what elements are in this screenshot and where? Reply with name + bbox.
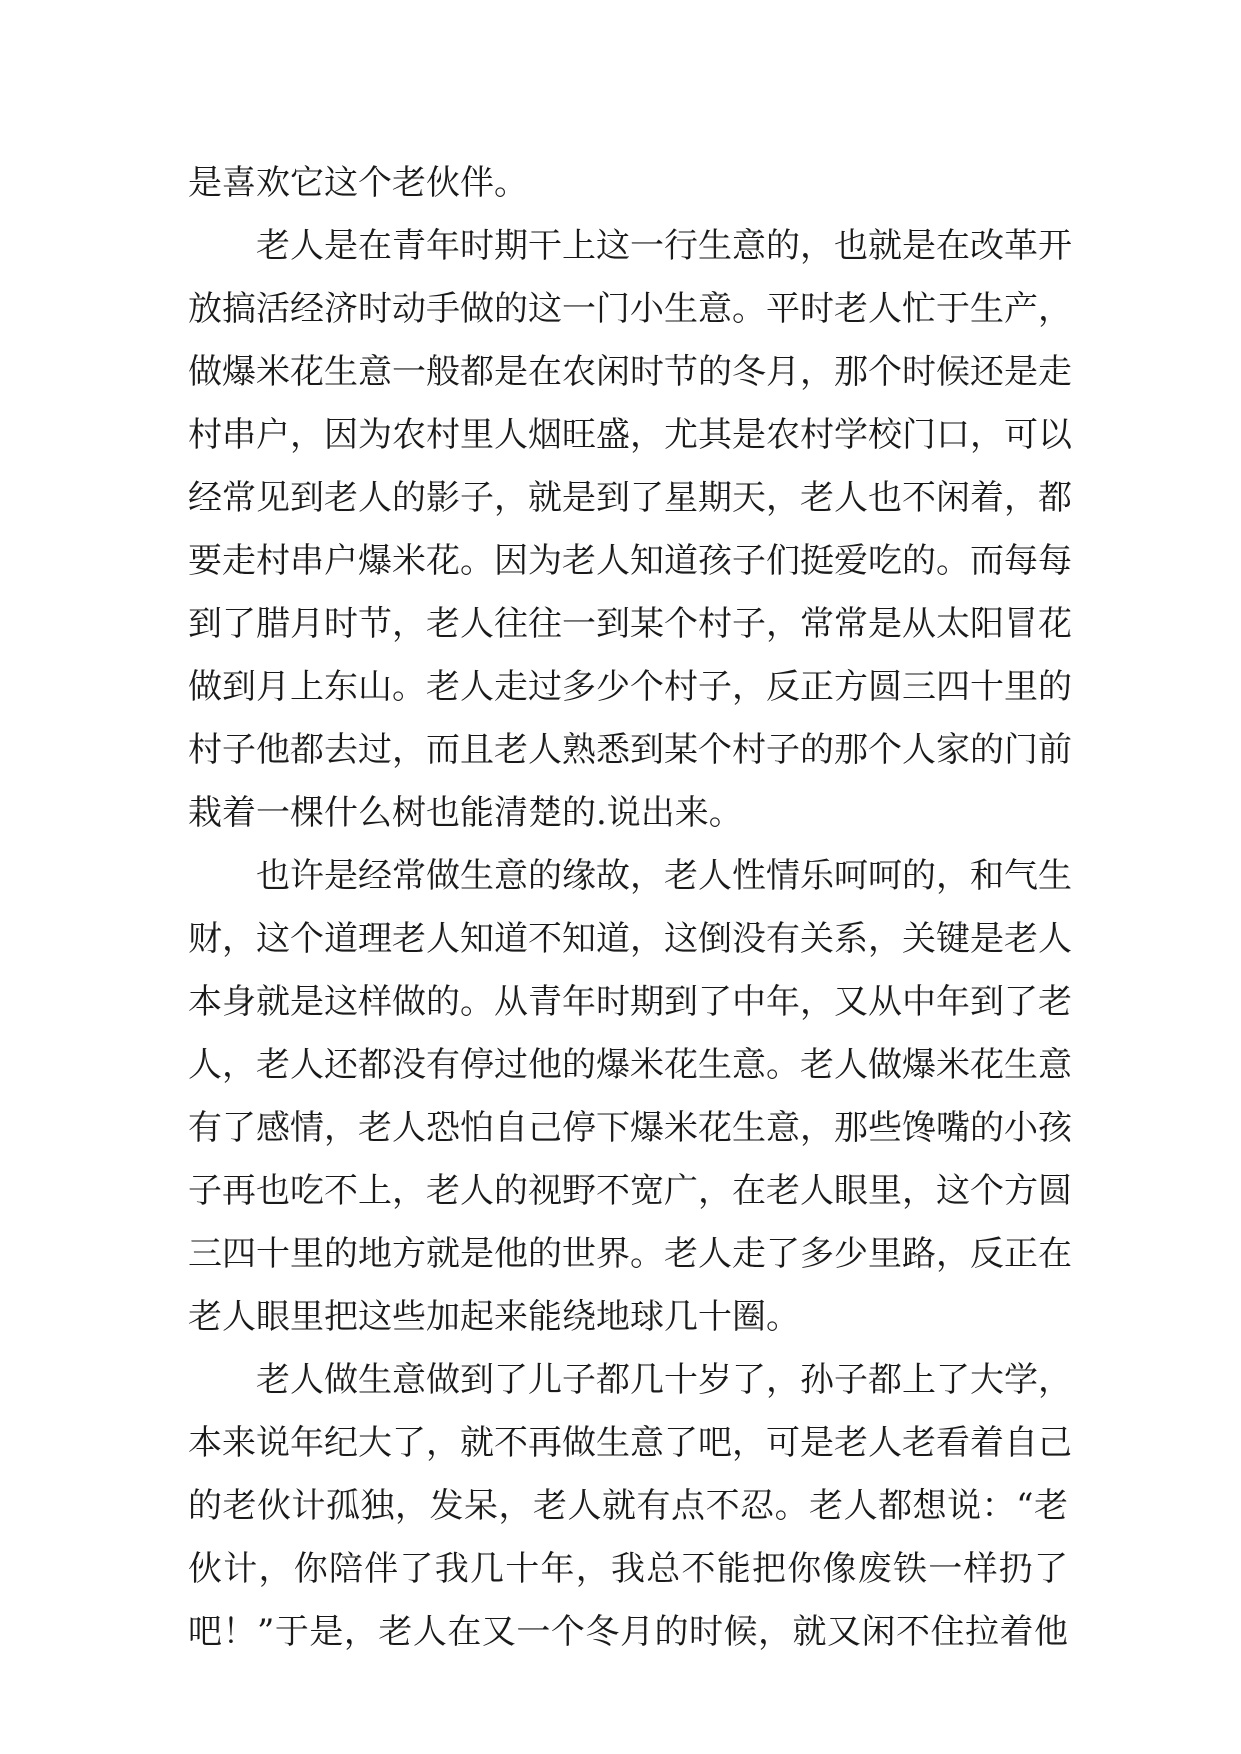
- text-line: 吧！”于是，老人在又一个冬月的时候，就又闲不住拉着他: [188, 1612, 1068, 1652]
- text-line: 村串户，因为农村里人烟旺盛，尤其是农村学校门口，可以: [188, 415, 1072, 455]
- text-line: 要走村串户爆米花。因为老人知道孩子们挺爱吃的。而每每: [188, 541, 1072, 581]
- text-line: 做到月上东山。老人走过多少个村子，反正方圆三四十里的: [188, 667, 1072, 707]
- text-line: 经常见到老人的影子，就是到了星期天，老人也不闲着，都: [188, 478, 1072, 518]
- text-line: 老人眼里把这些加起来能绕地球几十圈。: [188, 1297, 800, 1337]
- text-line: 三四十里的地方就是他的世界。老人走了多少里路，反正在: [188, 1234, 1072, 1274]
- text-line: 栽着一棵什么树也能清楚的.说出来。: [188, 793, 743, 833]
- text-line: 本身就是这样做的。从青年时期到了中年，又从中年到了老: [188, 982, 1072, 1022]
- body-text: [188, 152, 1072, 1664]
- text-line: 是喜欢它这个老伙伴。: [188, 163, 528, 203]
- text-line: 伙计，你陪伴了我几十年，我总不能把你像废铁一样扔了: [188, 1549, 1068, 1589]
- text-line: 子再也吃不上，老人的视野不宽广，在老人眼里，这个方圆: [188, 1171, 1072, 1211]
- text-line: 老人做生意做到了儿子都几十岁了，孙子都上了大学，: [256, 1360, 1072, 1400]
- text-line: 也许是经常做生意的缘故，老人性情乐呵呵的，和气生: [256, 856, 1072, 896]
- text-line: 放搞活经济时动手做的这一门小生意。平时老人忙于生产，: [188, 289, 1072, 329]
- text-line: 本来说年纪大了，就不再做生意了吧，可是老人老看着自己: [188, 1423, 1072, 1463]
- text-line: 到了腊月时节，老人往往一到某个村子，常常是从太阳冒花: [188, 604, 1072, 644]
- text-line: 的老伙计孤独，发呆，老人就有点不忍。老人都想说：“老: [188, 1486, 1068, 1526]
- text-line: 做爆米花生意一般都是在农闲时节的冬月，那个时候还是走: [188, 352, 1072, 392]
- text-line: 村子他都去过，而且老人熟悉到某个村子的那个人家的门前: [188, 730, 1072, 770]
- text-line: 财，这个道理老人知道不知道，这倒没有关系，关键是老人: [188, 919, 1072, 959]
- text-line: 人，老人还都没有停过他的爆米花生意。老人做爆米花生意: [188, 1045, 1072, 1085]
- text-line: 有了感情，老人恐怕自己停下爆米花生意，那些馋嘴的小孩: [188, 1108, 1072, 1148]
- text-line: 老人是在青年时期干上这一行生意的，也就是在改革开: [256, 226, 1072, 266]
